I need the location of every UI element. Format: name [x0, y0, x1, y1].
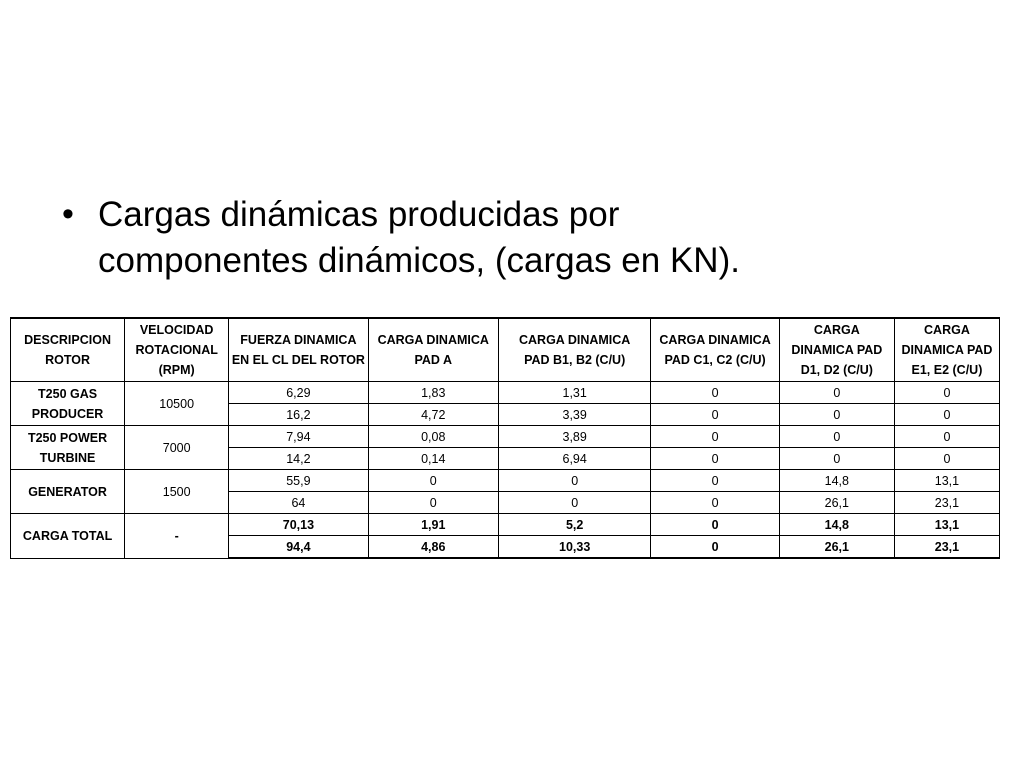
table-row	[11, 426, 1000, 448]
table-cell: 0	[779, 426, 894, 448]
table-cell: 13,1	[894, 470, 999, 492]
table-cell: 0	[651, 492, 779, 514]
table-cell: 26,1	[779, 492, 894, 514]
dynamic-loads-table	[10, 317, 1000, 559]
rotor-description	[11, 514, 125, 559]
table-cell: 94,4	[229, 536, 368, 559]
header-line: ROTACIONAL	[135, 343, 218, 357]
table-cell: 0	[651, 536, 779, 559]
table-cell: 6,29	[229, 382, 368, 404]
table-row	[11, 514, 1000, 536]
rotor-rpm: 10500	[125, 382, 229, 426]
rotor-rpm: 7000	[125, 426, 229, 470]
table-cell: 14,8	[779, 470, 894, 492]
table-cell: 0,08	[368, 426, 498, 448]
header-line: DESCRIPCION	[24, 333, 111, 347]
table-cell: 3,39	[498, 404, 651, 426]
table-header-row	[11, 318, 1000, 382]
table-cell: 55,9	[229, 470, 368, 492]
table-cell: 23,1	[894, 536, 999, 559]
header-fuerza-dinamica	[229, 318, 368, 382]
table-cell: 14,2	[229, 448, 368, 470]
table-cell: 0	[651, 404, 779, 426]
header-carga-pad-e	[894, 318, 999, 382]
rotor-rpm: -	[125, 514, 229, 559]
table-cell: 3,89	[498, 426, 651, 448]
header-line: EN EL CL DEL ROTOR	[231, 353, 365, 367]
table-cell: 0	[894, 404, 999, 426]
table-cell: 0	[779, 382, 894, 404]
rotor-name-line: T250 POWER	[27, 430, 108, 445]
header-line: CARGA	[813, 323, 860, 337]
table-cell: 0	[368, 492, 498, 514]
rotor-name-line: CARGA TOTAL	[22, 528, 113, 543]
table-cell: 0	[779, 448, 894, 470]
table-cell: 0	[651, 470, 779, 492]
rotor-description	[11, 426, 125, 470]
table-cell: 0	[368, 470, 498, 492]
header-line: CARGA DINAMICA	[659, 333, 771, 347]
header-line: VELOCIDAD	[139, 323, 214, 337]
table-cell: 64	[229, 492, 368, 514]
header-line: DINAMICA PAD	[901, 343, 993, 357]
header-line: DINAMICA PAD	[791, 343, 883, 357]
bullet-text	[98, 192, 740, 284]
header-line: PAD B1, B2 (C/U)	[524, 353, 626, 367]
table-cell: 14,8	[779, 514, 894, 536]
table-cell: 1,91	[368, 514, 498, 536]
table-cell: 0	[498, 470, 651, 492]
table-row	[11, 382, 1000, 404]
table-cell: 0	[894, 382, 999, 404]
table-cell: 13,1	[894, 514, 999, 536]
header-line: CARGA DINAMICA	[519, 333, 631, 347]
table-cell: 0	[894, 448, 999, 470]
header-line: PAD C1, C2 (C/U)	[664, 353, 766, 367]
bullet-dot: •	[62, 195, 74, 233]
table-cell: 16,2	[229, 404, 368, 426]
table-cell: 0	[651, 448, 779, 470]
table-cell: 0	[651, 426, 779, 448]
table-cell: 23,1	[894, 492, 999, 514]
header-line: PAD A	[414, 353, 452, 367]
header-line: (RPM)	[158, 363, 195, 377]
table-cell: 0,14	[368, 448, 498, 470]
table-cell: 0	[894, 426, 999, 448]
rotor-name-line: GENERATOR	[28, 484, 107, 499]
header-line: E1, E2 (C/U)	[911, 363, 983, 377]
table-cell: 70,13	[229, 514, 368, 536]
rotor-name-line: TURBINE	[39, 450, 96, 465]
table-row	[11, 470, 1000, 492]
bullet-item	[62, 192, 962, 284]
table-cell: 10,33	[498, 536, 651, 559]
header-line: CARGA DINAMICA	[377, 333, 489, 347]
header-carga-pad-a	[368, 318, 498, 382]
header-velocidad-rotacional	[125, 318, 229, 382]
bullet-line-2: componentes dinámicos, (cargas en KN).	[98, 241, 740, 280]
rotor-description	[11, 382, 125, 426]
bullet-line-1: Cargas dinámicas producidas por	[98, 195, 620, 234]
rotor-description	[11, 470, 125, 514]
rotor-name-line: T250 GAS	[38, 386, 98, 401]
table-cell: 0	[651, 382, 779, 404]
header-line: ROTOR	[45, 353, 91, 367]
header-line: FUERZA DINAMICA	[240, 333, 357, 347]
table-cell: 0	[651, 514, 779, 536]
table-cell: 26,1	[779, 536, 894, 559]
header-carga-pad-c	[651, 318, 779, 382]
header-line: D1, D2 (C/U)	[800, 363, 873, 377]
table-cell: 4,86	[368, 536, 498, 559]
rotor-rpm: 1500	[125, 470, 229, 514]
table-cell: 5,2	[498, 514, 651, 536]
table-cell: 0	[779, 404, 894, 426]
table-cell: 1,83	[368, 382, 498, 404]
table-cell: 0	[498, 492, 651, 514]
header-carga-pad-b	[498, 318, 651, 382]
table-cell: 4,72	[368, 404, 498, 426]
table-cell: 1,31	[498, 382, 651, 404]
rotor-name-line: PRODUCER	[31, 406, 104, 421]
header-carga-pad-d	[779, 318, 894, 382]
header-line: CARGA	[924, 323, 970, 337]
table-cell: 6,94	[498, 448, 651, 470]
header-descripcion-rotor	[11, 318, 125, 382]
table-cell: 7,94	[229, 426, 368, 448]
